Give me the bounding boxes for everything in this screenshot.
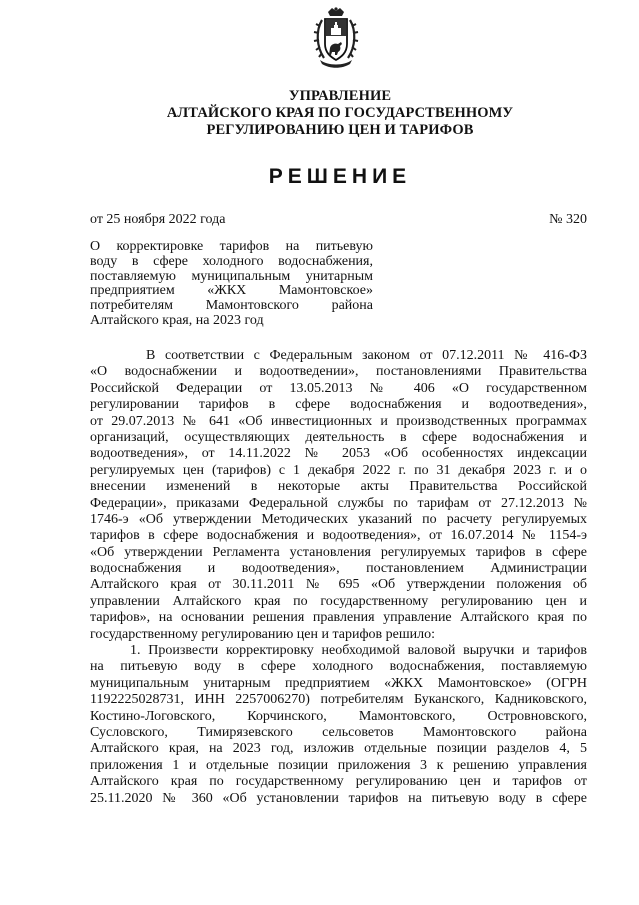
document-subject	[90, 240, 373, 329]
subject-line: воду в сфере холодного водоснабжения,	[90, 254, 373, 269]
document-type-heading: РЕШЕНИЕ	[268, 165, 412, 188]
document-body	[90, 348, 587, 807]
body-line: Алтайского края, на 2023 год, изложив отдельные позиции разделов 4, 5	[90, 741, 587, 757]
body-line: «О водоснабжении и водоотведении», постановлениями Правительства	[90, 364, 587, 380]
body-line: Костино-Логовского, Корчинского, Мамонтовского, Островновского,	[90, 708, 587, 724]
body-line: «Об утверждении Регламента установления регулируемых тарифов в сфере	[90, 544, 587, 560]
body-line: 1192225028731, ИНН 2257006270) потребителям Буканского, Кадниковского,	[90, 692, 587, 708]
body-line: 25.11.2020 № 360 «Об установлении тарифов на питьевую воду в сфере	[90, 790, 587, 806]
body-line: водоснабжения и водоотведения», постановлением Администрации	[90, 561, 587, 577]
body-line: регулируемых цен (тарифов) с 1 декабря 2022 г. по 31 декабря 2023 г. и о	[90, 462, 587, 478]
org-title-line-3: РЕГУЛИРОВАНИЮ ЦЕН И ТАРИФОВ	[206, 122, 474, 138]
org-title-line-1: УПРАВЛЕНИЕ	[288, 88, 392, 104]
subject-line: поставляемую муниципальным унитарным	[90, 269, 373, 284]
body-line: 1. Произвести корректировку необходимой валовой выручки и тарифов	[130, 643, 587, 659]
body-line: тарифов», на основании решения правления управление Алтайского края по	[90, 610, 587, 626]
subject-line: предприятием «ЖКХ Мамонтовское»	[90, 284, 373, 299]
body-line: муниципальным унитарным предприятием «ЖКХ Мамонтовское» (ОГРН	[90, 675, 587, 691]
subject-line: потребителям Мамонтовского района	[90, 299, 373, 314]
body-line: В соответствии с Федеральным законом от 07.12.2011 № 416-ФЗ	[146, 348, 587, 363]
body-line: на питьевую воду в сфере холодного водоснабжения, поставляемую	[90, 659, 587, 675]
altai-krai-coat-of-arms-icon	[312, 6, 360, 70]
document-date: от 25 ноября 2022 года	[90, 212, 226, 227]
body-line: Алтайского края по государственному регулированию цен и тарифов от	[90, 774, 587, 790]
subject-line: О корректировке тарифов на питьевую	[90, 240, 373, 254]
body-line: от 29.07.2013 № 641 «Об инвестиционных и производственных программах	[90, 413, 587, 429]
body-line: внесении изменений в некоторые акты Правительства Российской	[90, 479, 587, 495]
body-line: Сусловского, Тимирязевского сельсоветов Мамонтовского района	[90, 724, 587, 740]
body-line: управлении Алтайского края по государственному регулированию цен и	[90, 593, 587, 609]
org-title-line-2: АЛТАЙСКОГО КРАЯ ПО ГОСУДАРСТВЕННОМУ	[166, 105, 514, 121]
body-line: 1746-э «Об утверждении Методических указаний по расчету регулируемых	[90, 511, 587, 527]
body-line: организаций, осуществляющих деятельность в сфере водоснабжения и	[90, 429, 587, 445]
document-number: № 320	[549, 212, 587, 227]
body-line: Алтайского края от 30.11.2011 № 695 «Об утверждении положения об	[90, 577, 587, 593]
body-line: Федерации», приказами Федеральной службы по тарифам от 27.12.2013 №	[90, 495, 587, 511]
body-line: водоотведения», от 14.11.2022 № 2053 «Об особенностях индексации	[90, 446, 587, 462]
body-line: приложения 1 и отдельные позиции приложения 3 к решению управления	[90, 757, 587, 773]
body-line: государственному регулированию цен и тарифов решило:	[90, 626, 436, 642]
body-line: регулировании тарифов в сфере водоснабжения и водоотведения»,	[90, 397, 587, 413]
body-line: Российской Федерации от 13.05.2013 № 406 «О государственном	[90, 380, 587, 396]
body-line: тарифов в сфере водоснабжения и водоотведения», от 16.07.2014 № 1154-э	[90, 528, 587, 544]
subject-line: Алтайского края, на 2023 год	[90, 313, 264, 328]
